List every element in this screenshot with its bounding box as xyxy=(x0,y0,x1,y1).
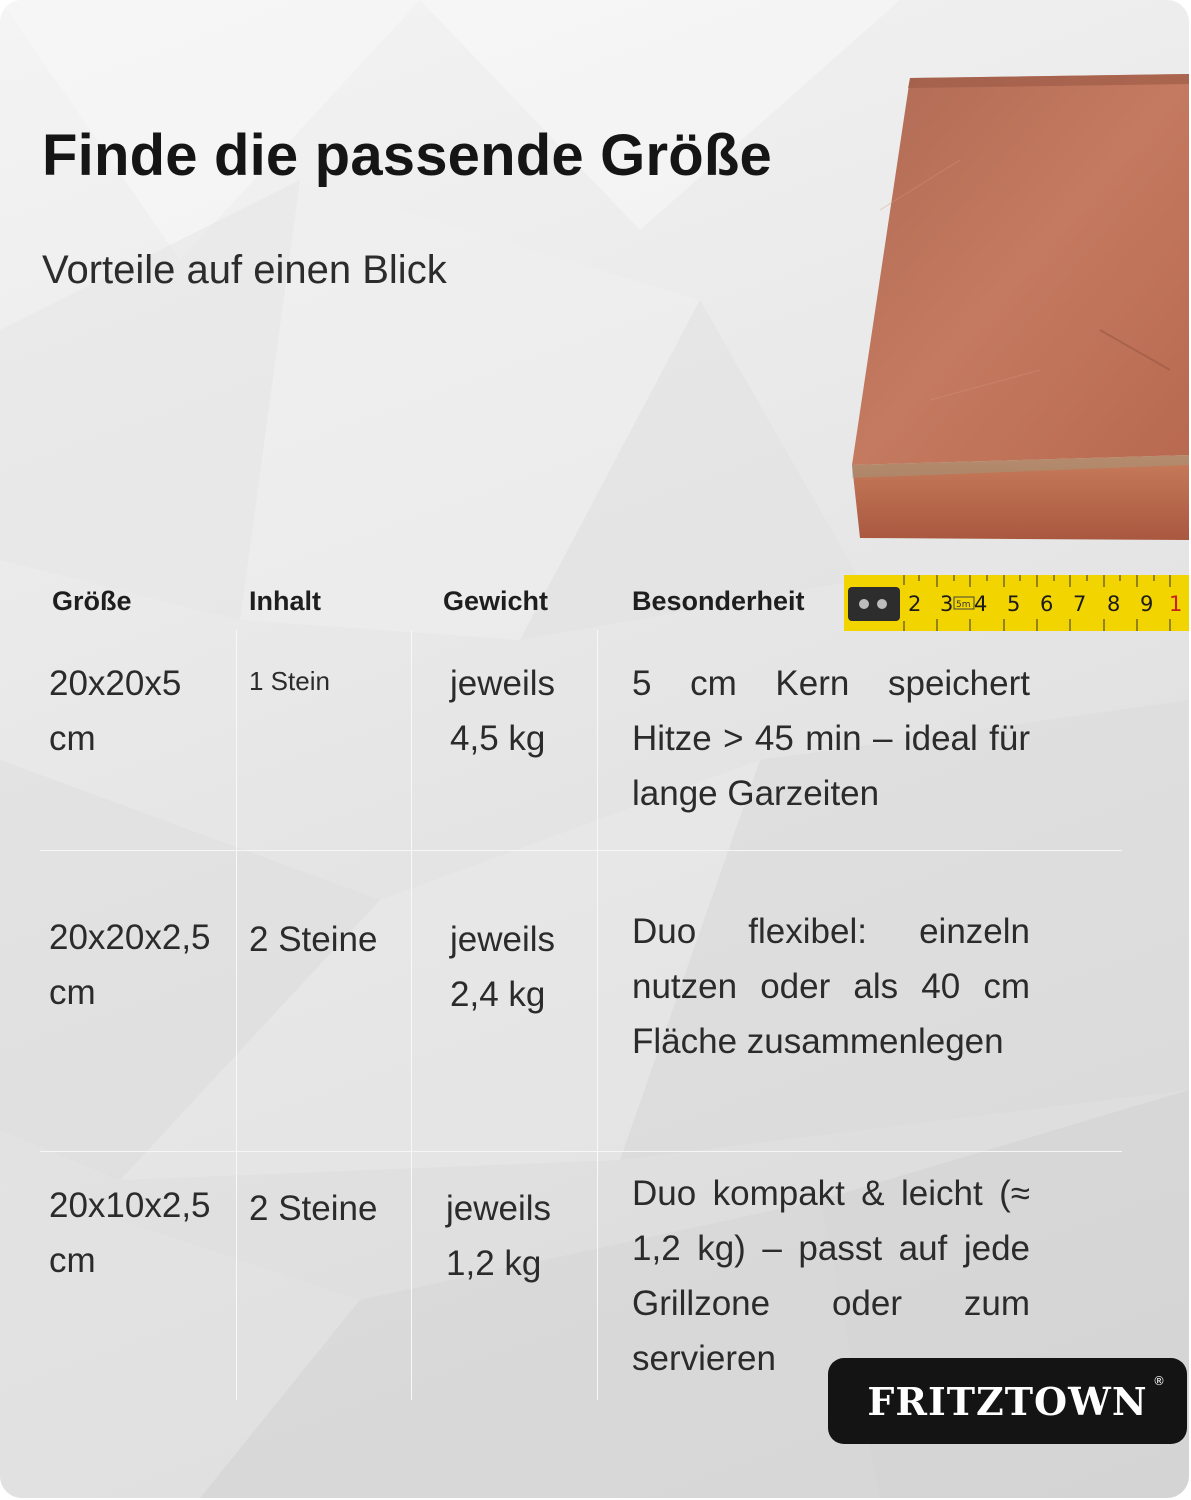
size-unit: cm xyxy=(49,973,96,1012)
weight-prefix: jeweils xyxy=(450,920,556,959)
weight-cell xyxy=(446,1181,551,1291)
column-header-weight: Gewicht xyxy=(443,586,549,616)
column-header-feature: Besonderheit xyxy=(632,586,805,616)
column-header-size: Größe xyxy=(52,586,132,616)
tape-digit: 2 xyxy=(908,592,922,616)
salt-stone-image xyxy=(840,70,1189,545)
row-divider xyxy=(40,1151,1122,1152)
measuring-tape-image xyxy=(844,573,1189,633)
feature-cell: Duo flexibel: einzeln nutzen oder als 40 cm Fläche zusammenlegen xyxy=(632,912,1030,1061)
content-cell: 2 Steine xyxy=(249,920,378,959)
weight-cell xyxy=(450,656,555,766)
row-divider xyxy=(40,850,1122,851)
tape-digit: 5 xyxy=(1007,592,1021,616)
feature-cell: Duo kompakt & leicht (≈ 1,2 kg) – passt auf jede Grillzone oder zum servieren xyxy=(632,1174,1030,1378)
tape-digit: 3 xyxy=(940,592,954,616)
brand-logo xyxy=(828,1358,1187,1444)
size-value: 20x10x2,5 xyxy=(49,1186,211,1225)
brand-logo-text: FRITZTOWN xyxy=(867,1378,1148,1424)
weight-prefix: jeweils xyxy=(450,664,556,703)
size-unit: cm xyxy=(49,719,96,758)
weight-prefix: jeweils xyxy=(446,1189,552,1228)
registered-mark: ® xyxy=(1153,1374,1165,1388)
weight-value: 1,2 kg xyxy=(446,1244,542,1283)
tape-digit: 1 xyxy=(1169,592,1183,616)
weight-cell xyxy=(450,912,555,1022)
content-cell: 2 Steine xyxy=(249,1189,378,1228)
column-divider xyxy=(236,630,237,1400)
size-unit: cm xyxy=(49,1241,96,1280)
size-cell xyxy=(49,656,181,766)
content-cell: 1 Stein xyxy=(249,666,330,696)
column-divider xyxy=(411,630,412,1400)
size-value: 20x20x2,5 xyxy=(49,918,211,957)
size-cell xyxy=(49,910,211,1020)
tape-digit: 7 xyxy=(1073,592,1087,616)
tape-digit: 4 xyxy=(974,592,988,616)
feature-cell: 5 cm Kern speichert Hitze > 45 min – ideal für lange Garzeiten xyxy=(632,664,1030,813)
column-divider xyxy=(597,630,598,1400)
tape-digit: 8 xyxy=(1107,592,1121,616)
tape-digit: 9 xyxy=(1140,592,1154,616)
column-header-content: Inhalt xyxy=(249,586,321,616)
weight-value: 2,4 kg xyxy=(450,975,546,1014)
size-cell xyxy=(49,1178,211,1288)
tape-digit: 6 xyxy=(1040,592,1054,616)
page-title: Finde die passende Größe xyxy=(42,123,772,188)
page-subtitle: Vorteile auf einen Blick xyxy=(42,248,447,292)
size-value: 20x20x5 xyxy=(49,664,182,703)
tape-mark: 5m xyxy=(956,600,971,610)
weight-value: 4,5 kg xyxy=(450,719,546,758)
